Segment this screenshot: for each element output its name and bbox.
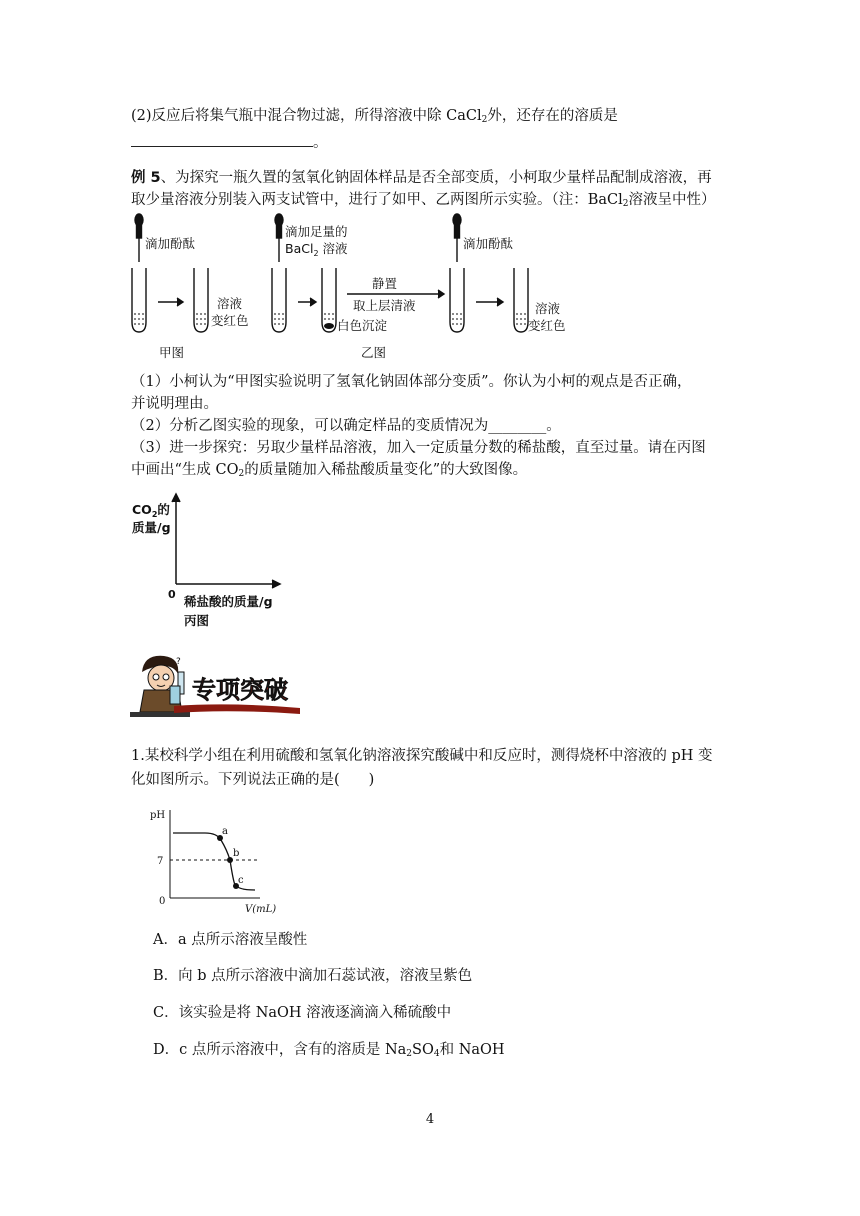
- text: SO: [412, 1042, 434, 1058]
- label-c: c: [238, 875, 244, 886]
- option-d[interactable]: [153, 1040, 505, 1060]
- text: 溶液呈中性）: [628, 192, 716, 208]
- subscript: 4: [433, 1049, 440, 1059]
- caption-yi: 乙图: [361, 345, 387, 360]
- experiment-figure: [125, 210, 725, 365]
- text: 、为探究一瓶久置的氢氧化钠固体样品是否全部变质，小柯取少量样品配制成溶液，再: [160, 170, 712, 186]
- label-solution-1b: 变红色: [211, 313, 249, 328]
- label-solution-2a: 溶液: [535, 301, 561, 316]
- example5-q1-line1: （1）小柯认为“甲图实验说明了氢氧化钠固体部分变质”。你认为小柯的观点是否正确，: [131, 374, 692, 390]
- text: 的质量随加入稀盐酸质量变化”的大致图像。: [244, 462, 528, 478]
- option-b[interactable]: B．向 b 点所示溶液中滴加石蕊试液，溶液呈紫色: [153, 968, 473, 984]
- label-b: b: [233, 848, 240, 859]
- y-axis-arrow: [172, 494, 180, 502]
- example5-q2: （2）分析乙图实验的现象，可以确定样品的变质情况为________。: [131, 418, 561, 434]
- test-tube-icon: [450, 268, 464, 332]
- label-drop-phenol-2: 滴加酚酞: [463, 236, 514, 251]
- chart-origin: 0: [159, 896, 166, 907]
- graph-ylabel-1: $CO_2$的: [132, 502, 170, 519]
- subscript: 2: [238, 469, 245, 479]
- label-still-a: 静置: [372, 276, 398, 291]
- text: 外，还存在的溶质是: [487, 108, 618, 124]
- option-a[interactable]: A．a 点所示溶液呈酸性: [153, 932, 308, 948]
- dropper-icon: [135, 214, 143, 262]
- label-solution-1a: 溶液: [217, 296, 243, 311]
- answer-blank[interactable]: [131, 132, 313, 147]
- test-tube-icon: [514, 268, 528, 332]
- example-label: 例 5: [131, 170, 161, 186]
- text: D．c 点所示溶液中，含有的溶质是 Na: [153, 1042, 407, 1058]
- example5-q3-line1: （3）进一步探究：另取少量样品溶液，加入一定质量分数的稀盐酸，直至过量。请在丙图: [131, 440, 706, 456]
- option-c[interactable]: C．该实验是将 NaOH 溶液逐滴滴入稀硫酸中: [153, 1005, 452, 1021]
- question-prev-line2: [131, 132, 328, 153]
- text: 中画出“生成 CO: [131, 462, 239, 478]
- question-prev-line1: [131, 106, 618, 126]
- label-white-precipitate: 白色沉淀: [337, 318, 388, 333]
- graph-origin: 0: [168, 588, 176, 601]
- q1-line1: 1.某校科学小组在利用硫酸和氢氧化钠溶液探究酸碱中和反应时，测得烧杯中溶液的 pH 变: [131, 748, 713, 764]
- label-still-b: 取上层清液: [353, 298, 416, 313]
- dropper-icon: [275, 214, 283, 262]
- test-tube-icon: [272, 268, 286, 332]
- q1-line2: 化如图所示。下列说法正确的是( ): [131, 772, 375, 788]
- text: 。: [313, 135, 328, 151]
- page-number: 4: [425, 1112, 435, 1127]
- caption-jia: 甲图: [159, 345, 185, 360]
- example5-q3-line2: [131, 460, 527, 480]
- example5-q1-line2: 并说明理由。: [131, 396, 218, 412]
- subscript: 2: [406, 1049, 413, 1059]
- section-title: 专项突破: [192, 676, 288, 704]
- graph-xlabel: 稀盐酸的质量/g: [184, 594, 273, 609]
- x-axis-arrow: [272, 580, 280, 588]
- label-drop-phenol-1: 滴加酚酞: [145, 236, 196, 251]
- chart-xlabel: V(mL): [245, 904, 277, 915]
- label-drop-bacl2-b: BaCl$_2$ 溶液: [285, 241, 348, 258]
- label-a: a: [222, 826, 228, 837]
- ph-chart: [145, 800, 295, 920]
- example5-line2: [131, 190, 716, 210]
- example5-line1: [131, 168, 712, 188]
- dropper-icon: [453, 214, 461, 262]
- label-solution-2b: 变红色: [528, 318, 566, 333]
- test-tube-icon: [132, 268, 146, 332]
- precipitate: [324, 323, 334, 329]
- test-tube-icon: [322, 268, 336, 332]
- svg-text:?: ?: [176, 657, 181, 667]
- subscript: 2: [481, 115, 488, 125]
- test-tube-icon: [194, 268, 208, 332]
- graph-caption: 丙图: [184, 613, 210, 628]
- section-banner: [130, 650, 305, 720]
- graph-ylabel-2: 质量/g: [132, 520, 171, 535]
- chart-ylabel: pH: [150, 810, 166, 821]
- subscript: 2: [622, 199, 629, 209]
- text: (2)反应后将集气瓶中混合物过滤，所得溶液中除 CaCl: [131, 108, 482, 124]
- label-drop-bacl2-a: 滴加足量的: [285, 224, 348, 239]
- chart-y7: 7: [157, 856, 164, 867]
- text: 和 NaOH: [439, 1042, 505, 1058]
- text: 取少量溶液分别装入两支试管中，进行了如甲、乙两图所示实验。（注：BaCl: [131, 192, 623, 208]
- graph-bing: [128, 488, 298, 638]
